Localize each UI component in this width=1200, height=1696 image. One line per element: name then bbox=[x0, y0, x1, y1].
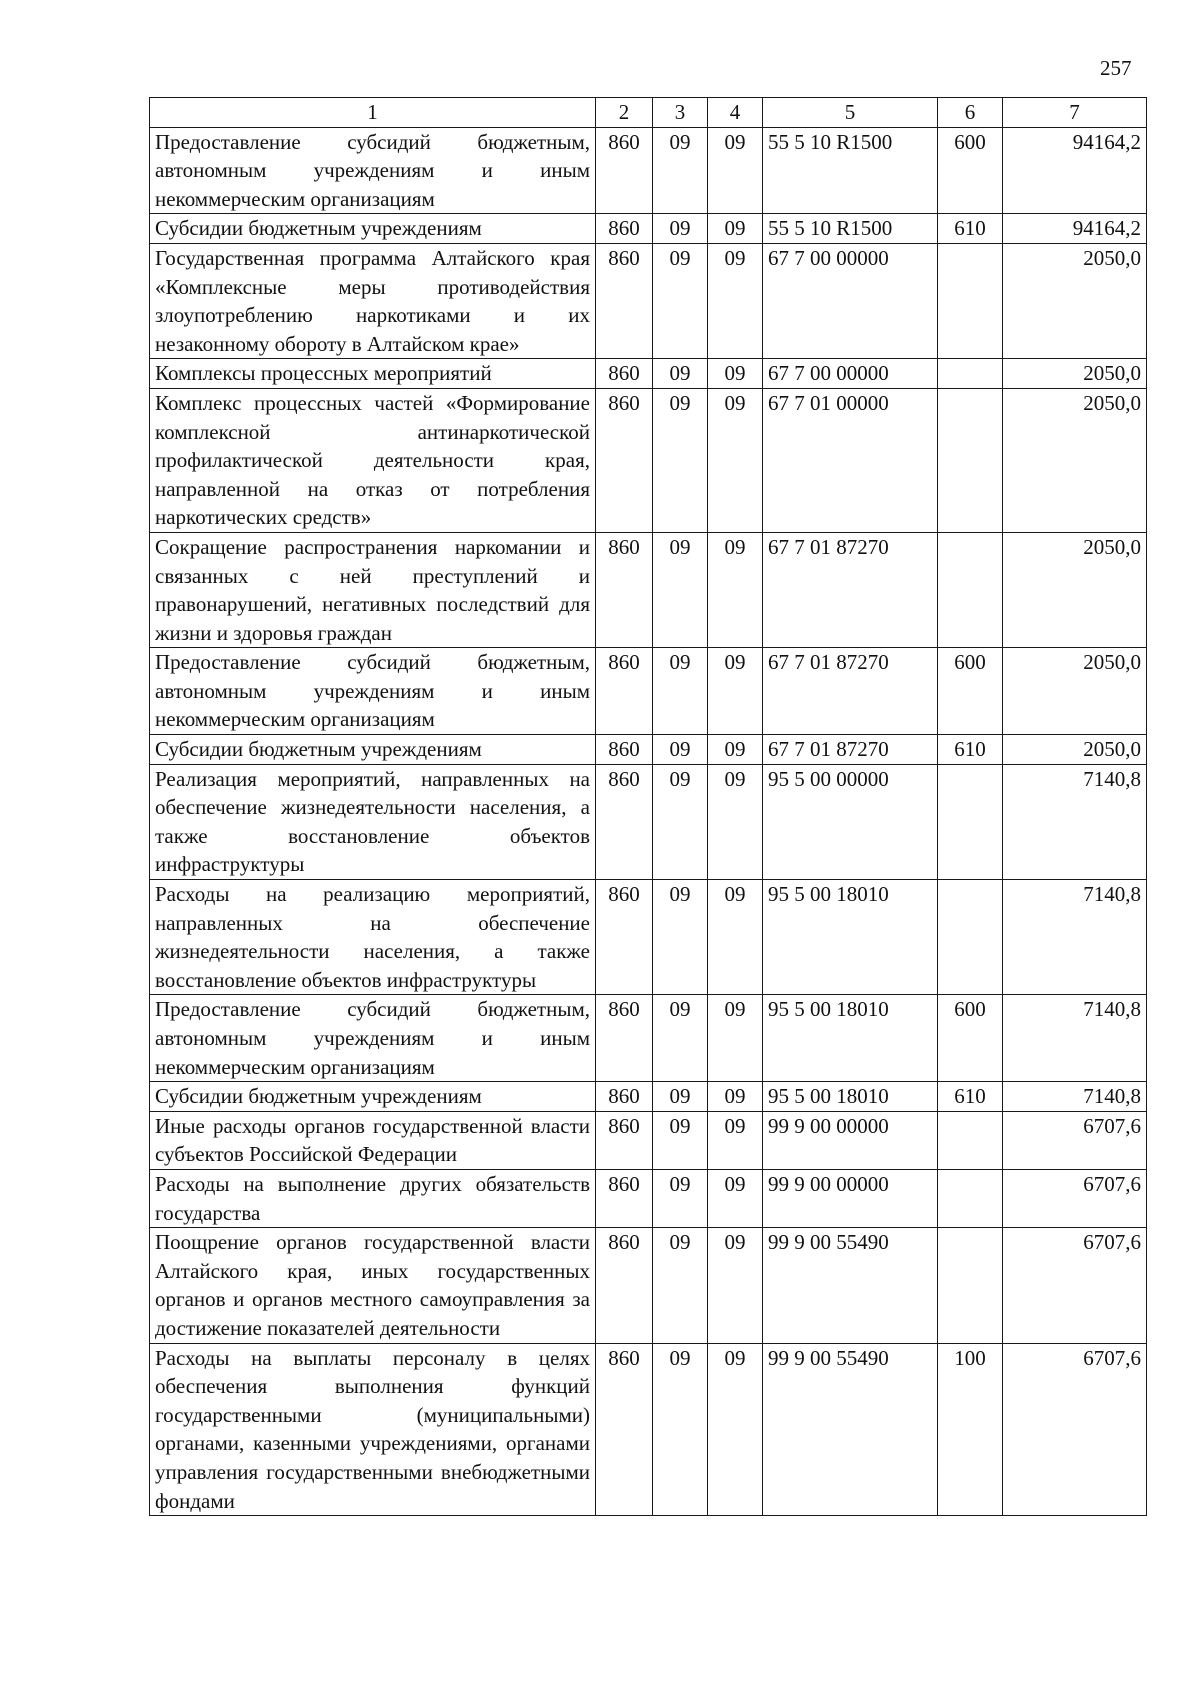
row-section-code: 09 bbox=[653, 243, 708, 358]
row-target-article-code: 55 5 10 R1500 bbox=[763, 214, 938, 244]
row-subsection-code: 09 bbox=[708, 532, 763, 647]
row-section-code: 09 bbox=[653, 1082, 708, 1112]
row-amount: 6707,6 bbox=[1003, 1228, 1147, 1343]
row-amount: 2050,0 bbox=[1003, 532, 1147, 647]
row-department-code: 860 bbox=[596, 995, 653, 1082]
row-expense-type-code: 100 bbox=[938, 1343, 1003, 1516]
row-department-code: 860 bbox=[596, 880, 653, 995]
row-target-article-code: 99 9 00 55490 bbox=[763, 1228, 938, 1343]
table-row bbox=[150, 735, 1147, 765]
row-section-code: 09 bbox=[653, 995, 708, 1082]
row-amount: 7140,8 bbox=[1003, 880, 1147, 995]
row-expense-type-code: 610 bbox=[938, 214, 1003, 244]
row-target-article-code: 95 5 00 00000 bbox=[763, 764, 938, 879]
row-section-code: 09 bbox=[653, 127, 708, 214]
row-subsection-code: 09 bbox=[708, 388, 763, 532]
row-subsection-code: 09 bbox=[708, 1343, 763, 1516]
table-row bbox=[150, 359, 1147, 389]
row-subsection-code: 09 bbox=[708, 214, 763, 244]
row-amount: 6707,6 bbox=[1003, 1169, 1147, 1227]
row-department-code: 860 bbox=[596, 214, 653, 244]
row-amount: 7140,8 bbox=[1003, 995, 1147, 1082]
row-section-code: 09 bbox=[653, 532, 708, 647]
row-department-code: 860 bbox=[596, 1343, 653, 1516]
row-name-cell: Иные расходы органов государственной власти субъектов Российской Федерации bbox=[150, 1111, 596, 1169]
page-number: 257 bbox=[1100, 56, 1132, 80]
row-subsection-code: 09 bbox=[708, 1111, 763, 1169]
table-row bbox=[150, 214, 1147, 244]
table-row bbox=[150, 764, 1147, 879]
row-target-article-code: 67 7 00 00000 bbox=[763, 359, 938, 389]
column-header: 4 bbox=[708, 98, 763, 128]
table-row bbox=[150, 1343, 1147, 1516]
table-row bbox=[150, 880, 1147, 995]
table-body bbox=[150, 127, 1147, 1516]
row-name-cell: Сокращение распространения наркомании и связанных с ней преступлений и правонарушений, негативных последствий для жизни и здоровья граждан bbox=[150, 532, 596, 647]
row-expense-type-code bbox=[938, 359, 1003, 389]
row-target-article-code: 95 5 00 18010 bbox=[763, 995, 938, 1082]
row-section-code: 09 bbox=[653, 764, 708, 879]
row-department-code: 860 bbox=[596, 1111, 653, 1169]
row-expense-type-code bbox=[938, 764, 1003, 879]
row-amount: 6707,6 bbox=[1003, 1343, 1147, 1516]
row-expense-type-code bbox=[938, 880, 1003, 995]
row-amount: 2050,0 bbox=[1003, 648, 1147, 735]
row-target-article-code: 67 7 01 87270 bbox=[763, 735, 938, 765]
table-row bbox=[150, 1111, 1147, 1169]
row-amount: 2050,0 bbox=[1003, 735, 1147, 765]
row-department-code: 860 bbox=[596, 1228, 653, 1343]
row-department-code: 860 bbox=[596, 1082, 653, 1112]
table-row bbox=[150, 127, 1147, 214]
row-target-article-code: 99 9 00 00000 bbox=[763, 1169, 938, 1227]
row-expense-type-code: 610 bbox=[938, 735, 1003, 765]
row-name-cell: Субсидии бюджетным учреждениям bbox=[150, 1082, 596, 1112]
table-row bbox=[150, 1228, 1147, 1343]
row-section-code: 09 bbox=[653, 1228, 708, 1343]
row-name-cell: Предоставление субсидий бюджетным, автономным учреждениям и иным некоммерческим организациям bbox=[150, 995, 596, 1082]
row-name-cell: Субсидии бюджетным учреждениям bbox=[150, 214, 596, 244]
row-amount: 7140,8 bbox=[1003, 764, 1147, 879]
row-amount: 94164,2 bbox=[1003, 214, 1147, 244]
row-target-article-code: 99 9 00 55490 bbox=[763, 1343, 938, 1516]
table-row bbox=[150, 1169, 1147, 1227]
row-subsection-code: 09 bbox=[708, 735, 763, 765]
row-subsection-code: 09 bbox=[708, 243, 763, 358]
column-header: 6 bbox=[938, 98, 1003, 128]
row-amount: 2050,0 bbox=[1003, 388, 1147, 532]
row-target-article-code: 95 5 00 18010 bbox=[763, 1082, 938, 1112]
column-header: 5 bbox=[763, 98, 938, 128]
row-department-code: 860 bbox=[596, 388, 653, 532]
row-target-article-code: 99 9 00 00000 bbox=[763, 1111, 938, 1169]
row-amount: 2050,0 bbox=[1003, 359, 1147, 389]
row-name-cell: Субсидии бюджетным учреждениям bbox=[150, 735, 596, 765]
column-header: 1 bbox=[150, 98, 596, 128]
table-row bbox=[150, 1082, 1147, 1112]
row-department-code: 860 bbox=[596, 243, 653, 358]
row-subsection-code: 09 bbox=[708, 880, 763, 995]
row-name-cell: Реализация мероприятий, направленных на обеспечение жизнедеятельности населения, а также восстановление объектов инфраструктуры bbox=[150, 764, 596, 879]
row-subsection-code: 09 bbox=[708, 359, 763, 389]
row-target-article-code: 67 7 01 87270 bbox=[763, 648, 938, 735]
row-expense-type-code: 610 bbox=[938, 1082, 1003, 1112]
row-department-code: 860 bbox=[596, 359, 653, 389]
row-department-code: 860 bbox=[596, 1169, 653, 1227]
row-department-code: 860 bbox=[596, 532, 653, 647]
row-amount: 2050,0 bbox=[1003, 243, 1147, 358]
row-department-code: 860 bbox=[596, 127, 653, 214]
row-section-code: 09 bbox=[653, 1111, 708, 1169]
row-expense-type-code: 600 bbox=[938, 648, 1003, 735]
row-section-code: 09 bbox=[653, 648, 708, 735]
table-row bbox=[150, 995, 1147, 1082]
column-header: 7 bbox=[1003, 98, 1147, 128]
row-name-cell: Государственная программа Алтайского края «Комплексные меры противодействия злоупотреблению наркотиками и их незаконному обороту в Алтайском крае» bbox=[150, 243, 596, 358]
row-name-cell: Комплексы процессных мероприятий bbox=[150, 359, 596, 389]
row-section-code: 09 bbox=[653, 359, 708, 389]
budget-table bbox=[149, 97, 1147, 1516]
row-target-article-code: 67 7 01 87270 bbox=[763, 532, 938, 647]
row-section-code: 09 bbox=[653, 735, 708, 765]
row-subsection-code: 09 bbox=[708, 1169, 763, 1227]
row-department-code: 860 bbox=[596, 735, 653, 765]
row-subsection-code: 09 bbox=[708, 1082, 763, 1112]
row-section-code: 09 bbox=[653, 880, 708, 995]
row-target-article-code: 55 5 10 R1500 bbox=[763, 127, 938, 214]
row-name-cell: Предоставление субсидий бюджетным, автономным учреждениям и иным некоммерческим организациям bbox=[150, 648, 596, 735]
row-name-cell: Предоставление субсидий бюджетным, автономным учреждениям и иным некоммерческим организациям bbox=[150, 127, 596, 214]
row-amount: 94164,2 bbox=[1003, 127, 1147, 214]
row-target-article-code: 95 5 00 18010 bbox=[763, 880, 938, 995]
table-header-row bbox=[150, 98, 1147, 128]
row-amount: 7140,8 bbox=[1003, 1082, 1147, 1112]
column-header: 2 bbox=[596, 98, 653, 128]
row-subsection-code: 09 bbox=[708, 995, 763, 1082]
row-section-code: 09 bbox=[653, 214, 708, 244]
row-expense-type-code: 600 bbox=[938, 995, 1003, 1082]
row-subsection-code: 09 bbox=[708, 127, 763, 214]
row-target-article-code: 67 7 00 00000 bbox=[763, 243, 938, 358]
row-expense-type-code bbox=[938, 1228, 1003, 1343]
row-section-code: 09 bbox=[653, 388, 708, 532]
row-name-cell: Расходы на выполнение других обязательств государства bbox=[150, 1169, 596, 1227]
row-expense-type-code bbox=[938, 532, 1003, 647]
row-section-code: 09 bbox=[653, 1169, 708, 1227]
row-section-code: 09 bbox=[653, 1343, 708, 1516]
row-department-code: 860 bbox=[596, 764, 653, 879]
row-amount: 6707,6 bbox=[1003, 1111, 1147, 1169]
row-name-cell: Поощрение органов государственной власти Алтайского края, иных государственных органов и органов местного самоуправления за достижение показателей деятельности bbox=[150, 1228, 596, 1343]
row-subsection-code: 09 bbox=[708, 1228, 763, 1343]
row-department-code: 860 bbox=[596, 648, 653, 735]
table-row bbox=[150, 388, 1147, 532]
row-expense-type-code bbox=[938, 1169, 1003, 1227]
row-subsection-code: 09 bbox=[708, 648, 763, 735]
table-row bbox=[150, 648, 1147, 735]
column-header: 3 bbox=[653, 98, 708, 128]
row-name-cell: Комплекс процессных частей «Формирование комплексной антинаркотической профилактической деятельности края, направленной на отказ от потребления наркотических средств» bbox=[150, 388, 596, 532]
row-expense-type-code bbox=[938, 388, 1003, 532]
row-expense-type-code bbox=[938, 243, 1003, 358]
row-expense-type-code: 600 bbox=[938, 127, 1003, 214]
row-subsection-code: 09 bbox=[708, 764, 763, 879]
row-name-cell: Расходы на реализацию мероприятий, направленных на обеспечение жизнедеятельности населения, а также восстановление объектов инфраструктуры bbox=[150, 880, 596, 995]
row-expense-type-code bbox=[938, 1111, 1003, 1169]
table-row bbox=[150, 532, 1147, 647]
row-target-article-code: 67 7 01 00000 bbox=[763, 388, 938, 532]
row-name-cell: Расходы на выплаты персоналу в целях обеспечения выполнения функций государственными (муниципальными) органами, казенными учреждениями, органами управления государственными внебюджетными фондами bbox=[150, 1343, 596, 1516]
table-row bbox=[150, 243, 1147, 358]
